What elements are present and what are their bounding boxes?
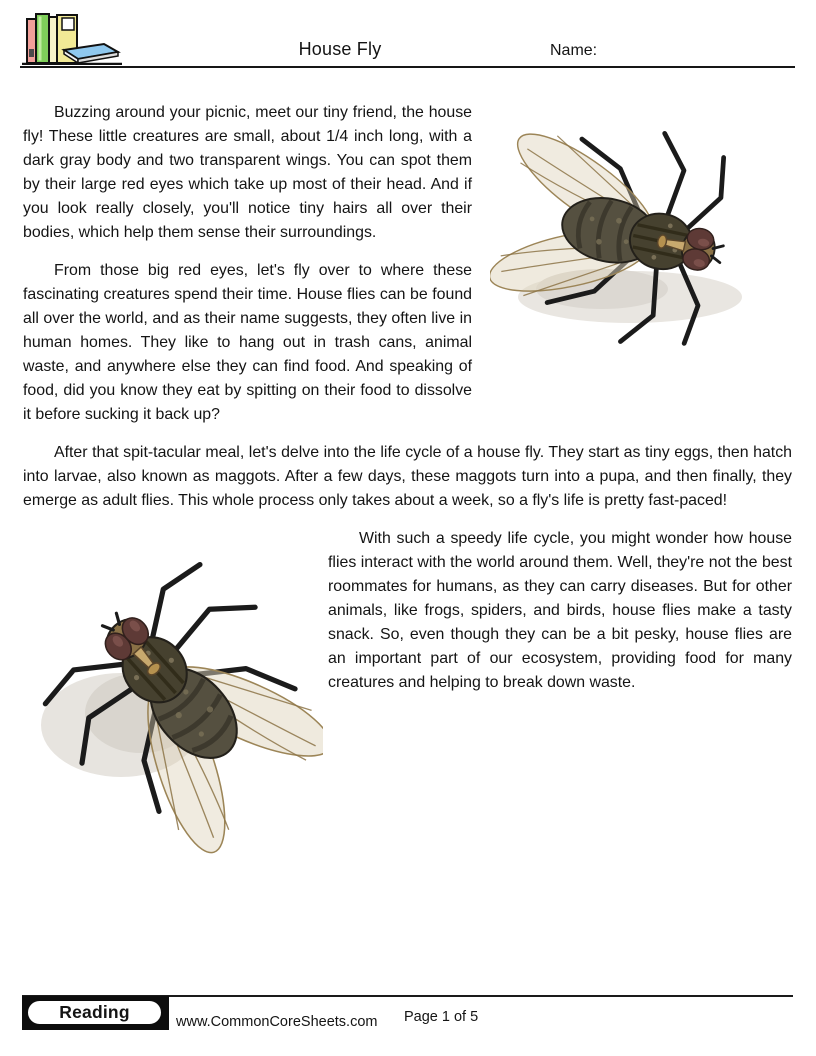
category-badge-label: Reading: [26, 999, 163, 1026]
page-header: [20, 0, 795, 68]
website-url: www.CommonCoreSheets.com: [176, 1014, 378, 1030]
paragraph-4: With such a speedy life cycle, you might wonder how house flies interact with the world around them. Well, they're not the best roommates for humans, as they can carry diseases. But for other animals, like frogs, spiders, and birds, house flies make a tasty snack. So, even though they can be a bit pesky, house flies are an important part of our ecosystem, providing food for many creatures and helping to break down waste.: [328, 530, 792, 691]
house-fly-image-bottom: [23, 527, 315, 857]
reading-passage: [23, 101, 792, 865]
page-title: House Fly: [298, 39, 382, 59]
paragraph-3: After that spit-tacular meal, let's delve into the life cycle of a house fly. They start as tiny eggs, then hatch into larvae, also known as maggots. After a few days, these maggots turn into a pupa, and then finally, they emerge as adult flies. This whole process only takes about a week, so a fly's life is pretty fast-paced!: [23, 444, 792, 509]
name-label: Name:: [550, 42, 598, 59]
house-fly-image-top: [490, 101, 792, 383]
page-number: Page 1 of 5: [404, 1009, 479, 1025]
paragraph-2: From those big red eyes, let's fly over to where these fascinating creatures spend their time. House flies can be found all over the world, and as their name suggests, they often live in human homes. They like to hang out in trash cans, animal waste, and anywhere else they can find food. And speaking of food, did you know they eat by spitting on their food to dissolve it before sucking it back up?: [23, 262, 472, 423]
category-badge: [22, 996, 169, 1030]
paragraph-1: Buzzing around your picnic, meet our tiny friend, the house fly! These little creatures are small, about 1/4 inch long, with a dark gray body and two transparent wings. You can spot them by their large red eyes which take up most of their head. And if you look really closely, you'll notice tiny hairs all over their bodies, which help them sense their surroundings.: [23, 104, 472, 241]
books-logo-icon: [20, 3, 130, 66]
